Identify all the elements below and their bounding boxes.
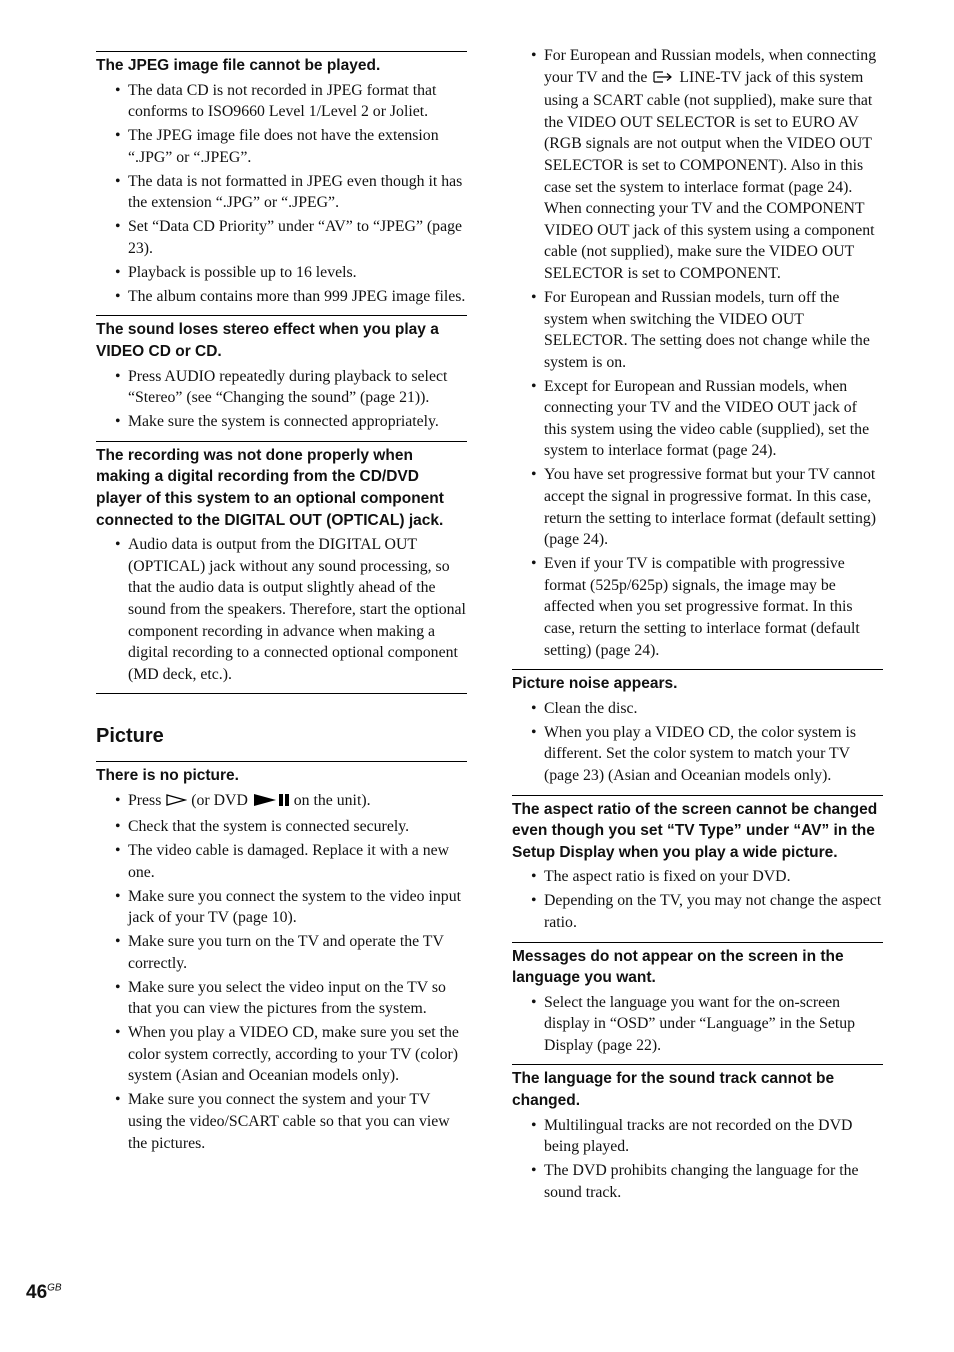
play-icon (165, 792, 187, 814)
line-tv-before: For European and Russian models, when connecting your TV and the (544, 47, 877, 86)
left-column (96, 0, 467, 1162)
list-item: • Select the language you want for the on-screen display in “OSD” under “Language” in the Setup Display (page 22). (512, 992, 883, 1057)
list-item: • Make sure you connect the system to the video input jack of your TV (page 10). (96, 886, 467, 929)
jpeg-list (96, 80, 467, 308)
list-item: • When you play a VIDEO CD, make sure you set the color system correctly, according to your TV (color) system (Asian and Oceanian models only). (96, 1022, 467, 1087)
list-item: • Make sure you select the video input on the TV so that you can view the pictures from the system. (96, 977, 467, 1020)
recording-section (96, 441, 467, 686)
list-item: • The data is not formatted in JPEG even though it has the extension “.JPG” or “.JPEG”. (96, 171, 467, 214)
list-item: • The JPEG image file does not have the extension “.JPG” or “.JPEG”. (96, 125, 467, 168)
aspect-title: The aspect ratio of the screen cannot be changed even though you set “TV Type” under “AV” in the Setup Display when you play a wide picture. (512, 800, 878, 861)
jpeg-section (96, 51, 467, 307)
list-item: • The data CD is not recorded in JPEG format that conforms to ISO9660 Level 1/Level 2 or Joliet. (96, 80, 467, 123)
noise-title: Picture noise appears. (512, 675, 678, 693)
no-picture-list (96, 790, 467, 1154)
list-item: • Clean the disc. (512, 698, 883, 720)
language-list (512, 1115, 883, 1204)
continued-list (512, 45, 883, 661)
list-item: • Check that the system is connected securely. (96, 816, 467, 838)
recording-list (96, 534, 467, 685)
play-pause-icon (252, 792, 290, 814)
jpeg-title: The JPEG image file cannot be played. (96, 57, 381, 74)
no-picture-title: There is no picture. (96, 767, 239, 785)
messages-section (512, 942, 883, 1057)
aspect-list (512, 866, 883, 933)
list-item: • Even if your TV is compatible with progressive format (525p/625p) signals, the image may be affected when you set progressive format. In this case, return the setting to interlace format (default setting) (page 24). (512, 553, 883, 661)
list-item: • For European and Russian models, turn off the system when switching the VIDEO OUT SELECTOR. The setting does not change while the system is on. (512, 287, 883, 373)
list-item: • Except for European and Russian models, when connecting your TV and the VIDEO OUT jack of this system using the video cable (supplied), set the system to interlace format (page 24). (512, 376, 883, 462)
recording-title: The recording was not done properly when making a digital recording from the CD/DVD player of this system to an optional component connected to the DIGITAL OUT (OPTICAL) jack. (96, 446, 444, 529)
list-item: • Multilingual tracks are not recorded on the DVD being played. (512, 1115, 883, 1158)
press-after: on the unit). (293, 791, 371, 809)
list-item: • Press AUDIO repeatedly during playback to select “Stereo” (see “Changing the sound” (page 21)). (96, 366, 467, 409)
page-number (26, 1282, 62, 1304)
right-column (512, 45, 883, 1211)
list-item (512, 45, 883, 285)
aspect-section (512, 795, 883, 934)
page-number-suffix: GB (47, 1282, 62, 1294)
list-item: • The album contains more than 999 JPEG image files. (96, 286, 467, 308)
stereo-section (96, 315, 467, 432)
list-item: • The video cable is damaged. Replace it with a new one. (96, 840, 467, 883)
line-tv-after: LINE-TV jack of this system using a SCART cable (not supplied), make sure that the VIDEO OUT SELECTOR is set to EURO AV (RGB signals are not output when the VIDEO OUT SELECTOR is set to COMPONENT). Also in this case set the system to interlace format (page 24). When connecting your TV and the COMPONENT VIDEO OUT jack of this system using a component cable (not supplied), make sure the VIDEO OUT SELECTOR is set to COMPONENT. (544, 68, 875, 282)
stereo-list (96, 366, 467, 433)
language-section (512, 1064, 883, 1203)
list-item: • Make sure the system is connected appropriately. (96, 411, 467, 433)
page-number-value: 46 (26, 1282, 48, 1303)
stereo-title: The sound loses stereo effect when you play a VIDEO CD or CD. (96, 321, 439, 361)
language-title: The language for the sound track cannot be changed. (512, 1070, 835, 1110)
list-item: • Depending on the TV, you may not change the aspect ratio. (512, 890, 883, 933)
list-item: • When you play a VIDEO CD, the color system is different. Set the color system to match your TV (page 23) (Asian and Oceanian models only). (512, 722, 883, 787)
continued-section (512, 45, 883, 661)
picture-heading: Picture (96, 725, 164, 748)
list-item: • Make sure you turn on the TV and operate the TV correctly. (96, 931, 467, 974)
list-item: • You have set progressive format but your TV cannot accept the signal in progressive format. In this case, return the setting to interlace format (default setting) (page 24). (512, 464, 883, 550)
messages-title: Messages do not appear on the screen in the language you want. (512, 947, 844, 987)
noise-section (512, 669, 883, 786)
list-item: • Set “Data CD Priority” under “AV” to “JPEG” (page 23). (96, 216, 467, 259)
input-arrow-icon (651, 69, 675, 91)
press-middle: (or DVD (191, 791, 248, 809)
list-item: • The aspect ratio is fixed on your DVD. (512, 866, 883, 888)
section-divider (96, 693, 467, 694)
list-item (96, 790, 467, 814)
list-item: • Make sure you connect the system and your TV using the video/SCART cable so that you can view the pictures. (96, 1089, 467, 1154)
list-item: • Playback is possible up to 16 levels. (96, 262, 467, 284)
noise-list (512, 698, 883, 787)
list-item: • The DVD prohibits changing the language for the sound track. (512, 1160, 883, 1203)
no-picture-section (96, 761, 467, 1154)
press-text: Press (128, 791, 162, 809)
messages-list (512, 992, 883, 1057)
list-item: • Audio data is output from the DIGITAL OUT (OPTICAL) jack without any sound processing, so that the audio data is output slightly ahead of the sound from the speakers. Therefore, start the optional component recording in advance when making a digital recording to a connected optional component (MD deck, etc.). (96, 534, 467, 685)
